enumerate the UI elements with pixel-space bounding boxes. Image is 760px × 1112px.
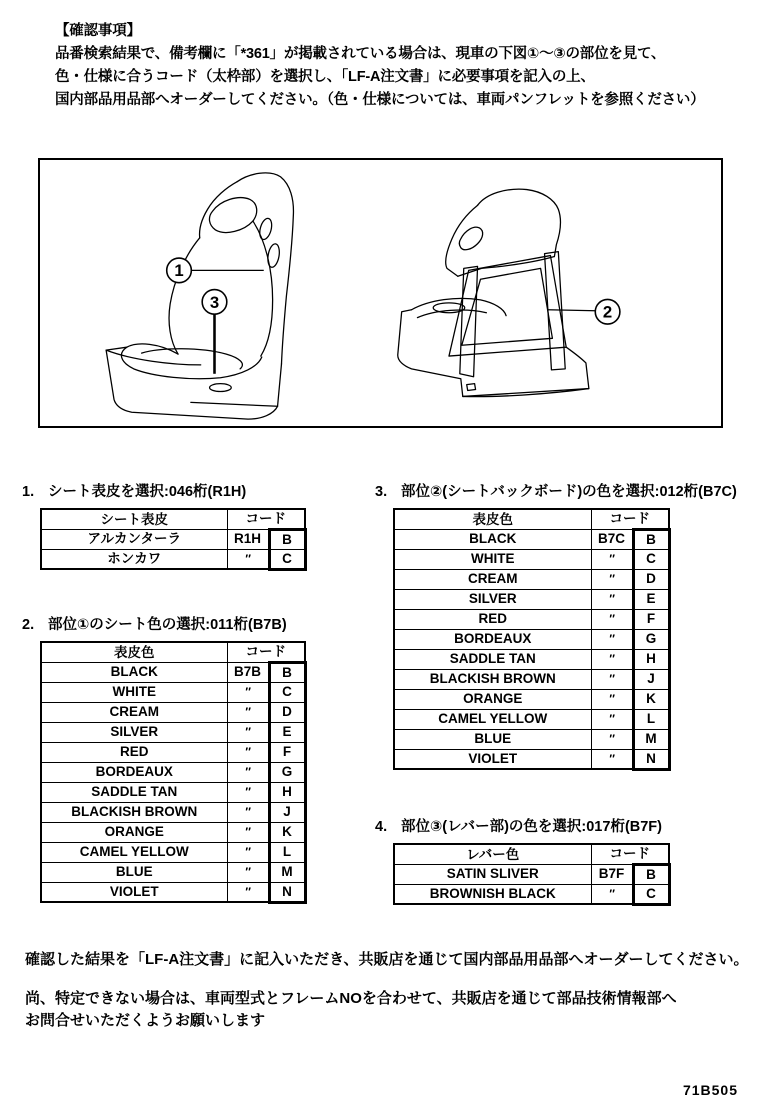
code-letter-cell: D [269, 702, 305, 722]
lever-color-table [393, 843, 671, 906]
seat-diagram [40, 160, 721, 426]
code-prefix-cell: ″ [227, 722, 269, 742]
code-letter-cell: N [269, 882, 305, 902]
code-prefix-cell: ″ [591, 569, 633, 589]
code-prefix-cell: ″ [227, 549, 269, 569]
color-name-cell: CREAM [394, 569, 591, 589]
table-row [41, 742, 305, 762]
table-row [41, 662, 305, 682]
code-prefix-cell: ″ [227, 862, 269, 882]
code-letter-cell: B [633, 529, 669, 549]
seat-diagram-box [38, 158, 723, 428]
code-letter-cell: C [633, 549, 669, 569]
header-line: 品番検索結果で、備考欄に「*361」が掲載されている場合は、現車の下図①～③の部位を見て、 [55, 46, 666, 62]
color-name-cell: ORANGE [41, 822, 227, 842]
callout-3-label: 3 [209, 292, 220, 312]
table-header-row [41, 509, 305, 529]
color-name-cell: BLACK [394, 529, 591, 549]
column-header-code: コード [591, 509, 669, 529]
table-row [394, 529, 669, 549]
table-header-row [394, 509, 669, 529]
section-title [22, 613, 307, 634]
code-prefix-cell: ″ [227, 742, 269, 762]
color-name-cell: BLUE [394, 729, 591, 749]
code-letter-cell: K [269, 822, 305, 842]
code-letter-cell: C [269, 549, 305, 569]
code-letter-cell: K [633, 689, 669, 709]
section-title [375, 480, 737, 501]
code-letter-cell: L [633, 709, 669, 729]
header-note [55, 20, 725, 112]
code-prefix-cell: ″ [591, 629, 633, 649]
footer-inquiry-note [25, 988, 725, 1032]
color-name-cell: CAMEL YELLOW [41, 842, 227, 862]
section-number: 2. [22, 617, 35, 633]
table-row [41, 762, 305, 782]
code-prefix-cell: ″ [591, 709, 633, 729]
section-title-text: 部位①のシート色の選択:011桁(B7B) [48, 617, 287, 633]
callout-1 [167, 258, 264, 283]
color-name-cell: BROWNISH BLACK [394, 884, 591, 904]
code-prefix-cell: ″ [227, 682, 269, 702]
table-row [41, 802, 305, 822]
code-letter-cell: B [269, 529, 305, 549]
section-back-board-color [375, 480, 737, 771]
table-row [394, 629, 669, 649]
code-letter-cell: M [269, 862, 305, 882]
column-header-code: コード [227, 642, 305, 662]
table-row [394, 709, 669, 729]
table-row [41, 822, 305, 842]
callout-2-label: 2 [602, 302, 613, 322]
column-header-name: レバー色 [394, 844, 591, 864]
column-header-name: シート表皮 [41, 509, 227, 529]
header-title: 【確認事項】 [55, 23, 141, 39]
seat-front-view-drawing [106, 173, 293, 419]
section-title-text: 部位②(シートバックボード)の色を選択:012桁(B7C) [401, 484, 737, 500]
color-name-cell: BORDEAUX [394, 629, 591, 649]
seat-cover-table [40, 508, 307, 571]
section-number: 1. [22, 484, 35, 500]
table-row [394, 609, 669, 629]
column-header-code: コード [591, 844, 669, 864]
callout-1-label: 1 [174, 261, 184, 281]
table-row [41, 862, 305, 882]
section-title [375, 815, 671, 836]
table-row [394, 689, 669, 709]
code-letter-cell: F [269, 742, 305, 762]
section-seat-color [22, 613, 307, 904]
table-row [394, 884, 669, 904]
code-letter-cell: B [269, 662, 305, 682]
seat-color-table [40, 641, 307, 904]
table-header-row [394, 844, 669, 864]
color-name-cell: BORDEAUX [41, 762, 227, 782]
footer-order-note: 確認した結果を「LF-A注文書」に記入いただき、共販店を通じて国内部品用品部へオーダーしてください。 [25, 951, 749, 968]
table-row [394, 589, 669, 609]
back-board-color-table [393, 508, 671, 771]
code-prefix-cell: ″ [591, 649, 633, 669]
code-letter-cell: B [633, 864, 669, 884]
color-name-cell: CREAM [41, 702, 227, 722]
table-row [394, 669, 669, 689]
table-row [394, 649, 669, 669]
table-row [41, 549, 305, 569]
table-row [41, 702, 305, 722]
color-name-cell: RED [394, 609, 591, 629]
color-name-cell: CAMEL YELLOW [394, 709, 591, 729]
color-name-cell: VIOLET [41, 882, 227, 902]
color-name-cell: WHITE [41, 682, 227, 702]
code-prefix-cell: ″ [227, 822, 269, 842]
column-header-name: 表皮色 [41, 642, 227, 662]
section-title-text: シート表皮を選択:046桁(R1H) [48, 484, 247, 500]
color-name-cell: BLACKISH BROWN [394, 669, 591, 689]
color-name-cell: BLUE [41, 862, 227, 882]
code-prefix-cell: ″ [591, 749, 633, 769]
color-name-cell: SILVER [41, 722, 227, 742]
code-letter-cell: N [633, 749, 669, 769]
code-prefix-cell: B7F [591, 864, 633, 884]
color-name-cell: VIOLET [394, 749, 591, 769]
table-row [394, 749, 669, 769]
section-number: 4. [375, 819, 388, 835]
code-letter-cell: G [633, 629, 669, 649]
color-name-cell: ORANGE [394, 689, 591, 709]
header-line: 色・仕様に合うコード（太枠部）を選択し、「LF-A注文書」に必要事項を記入の上、 [55, 69, 595, 85]
code-letter-cell: H [633, 649, 669, 669]
callout-3 [202, 290, 227, 374]
code-prefix-cell: ″ [591, 669, 633, 689]
code-prefix-cell: ″ [591, 884, 633, 904]
table-row [394, 549, 669, 569]
code-prefix-cell: ″ [227, 842, 269, 862]
section-title-text: 部位③(レバー部)の色を選択:017桁(B7F) [401, 819, 662, 835]
color-name-cell: ホンカワ [41, 549, 227, 569]
code-letter-cell: E [633, 589, 669, 609]
color-name-cell: SADDLE TAN [394, 649, 591, 669]
table-row [41, 529, 305, 549]
code-prefix-cell: ″ [591, 549, 633, 569]
table-row [41, 782, 305, 802]
code-letter-cell: D [633, 569, 669, 589]
code-prefix-cell: ″ [227, 782, 269, 802]
table-row [41, 722, 305, 742]
code-letter-cell: M [633, 729, 669, 749]
code-prefix-cell: ″ [591, 689, 633, 709]
footer-inquiry-line: お問合せいただくようお願いします [25, 1012, 266, 1029]
footer-inquiry-line: 尚、特定できない場合は、車両型式とフレームNOを合わせて、共販店を通じて部品技術情報部へ [25, 990, 677, 1007]
code-prefix-cell: ″ [591, 729, 633, 749]
table-header-row [41, 642, 305, 662]
code-letter-cell: J [269, 802, 305, 822]
table-row [394, 729, 669, 749]
color-name-cell: BLACKISH BROWN [41, 802, 227, 822]
column-header-name: 表皮色 [394, 509, 591, 529]
column-header-code: コード [227, 509, 305, 529]
table-row [41, 682, 305, 702]
code-prefix-cell: ″ [227, 882, 269, 902]
code-letter-cell: F [633, 609, 669, 629]
code-prefix-cell: B7C [591, 529, 633, 549]
color-name-cell: SATIN SLIVER [394, 864, 591, 884]
section-lever-color [375, 815, 671, 906]
code-letter-cell: J [633, 669, 669, 689]
section-number: 3. [375, 484, 388, 500]
code-prefix-cell: ″ [591, 589, 633, 609]
table-row [41, 882, 305, 902]
section-seat-cover [22, 480, 307, 571]
page-code: 71B505 [682, 1082, 738, 1098]
code-prefix-cell: ″ [227, 802, 269, 822]
color-name-cell: アルカンターラ [41, 529, 227, 549]
section-title [22, 480, 307, 501]
color-name-cell: SILVER [394, 589, 591, 609]
color-name-cell: BLACK [41, 662, 227, 682]
code-letter-cell: E [269, 722, 305, 742]
table-row [394, 864, 669, 884]
code-letter-cell: C [633, 884, 669, 904]
code-letter-cell: L [269, 842, 305, 862]
header-line: 国内部品用品部へオーダーしてください。（色・仕様については、車両パンフレットを参照ください） [55, 92, 705, 108]
code-prefix-cell: R1H [227, 529, 269, 549]
code-prefix-cell: ″ [591, 609, 633, 629]
code-prefix-cell: B7B [227, 662, 269, 682]
color-name-cell: SADDLE TAN [41, 782, 227, 802]
color-name-cell: RED [41, 742, 227, 762]
code-letter-cell: G [269, 762, 305, 782]
code-prefix-cell: ″ [227, 702, 269, 722]
code-letter-cell: H [269, 782, 305, 802]
color-name-cell: WHITE [394, 549, 591, 569]
seat-rear-view-drawing [398, 189, 589, 396]
code-prefix-cell: ″ [227, 762, 269, 782]
table-row [394, 569, 669, 589]
code-letter-cell: C [269, 682, 305, 702]
table-row [41, 842, 305, 862]
